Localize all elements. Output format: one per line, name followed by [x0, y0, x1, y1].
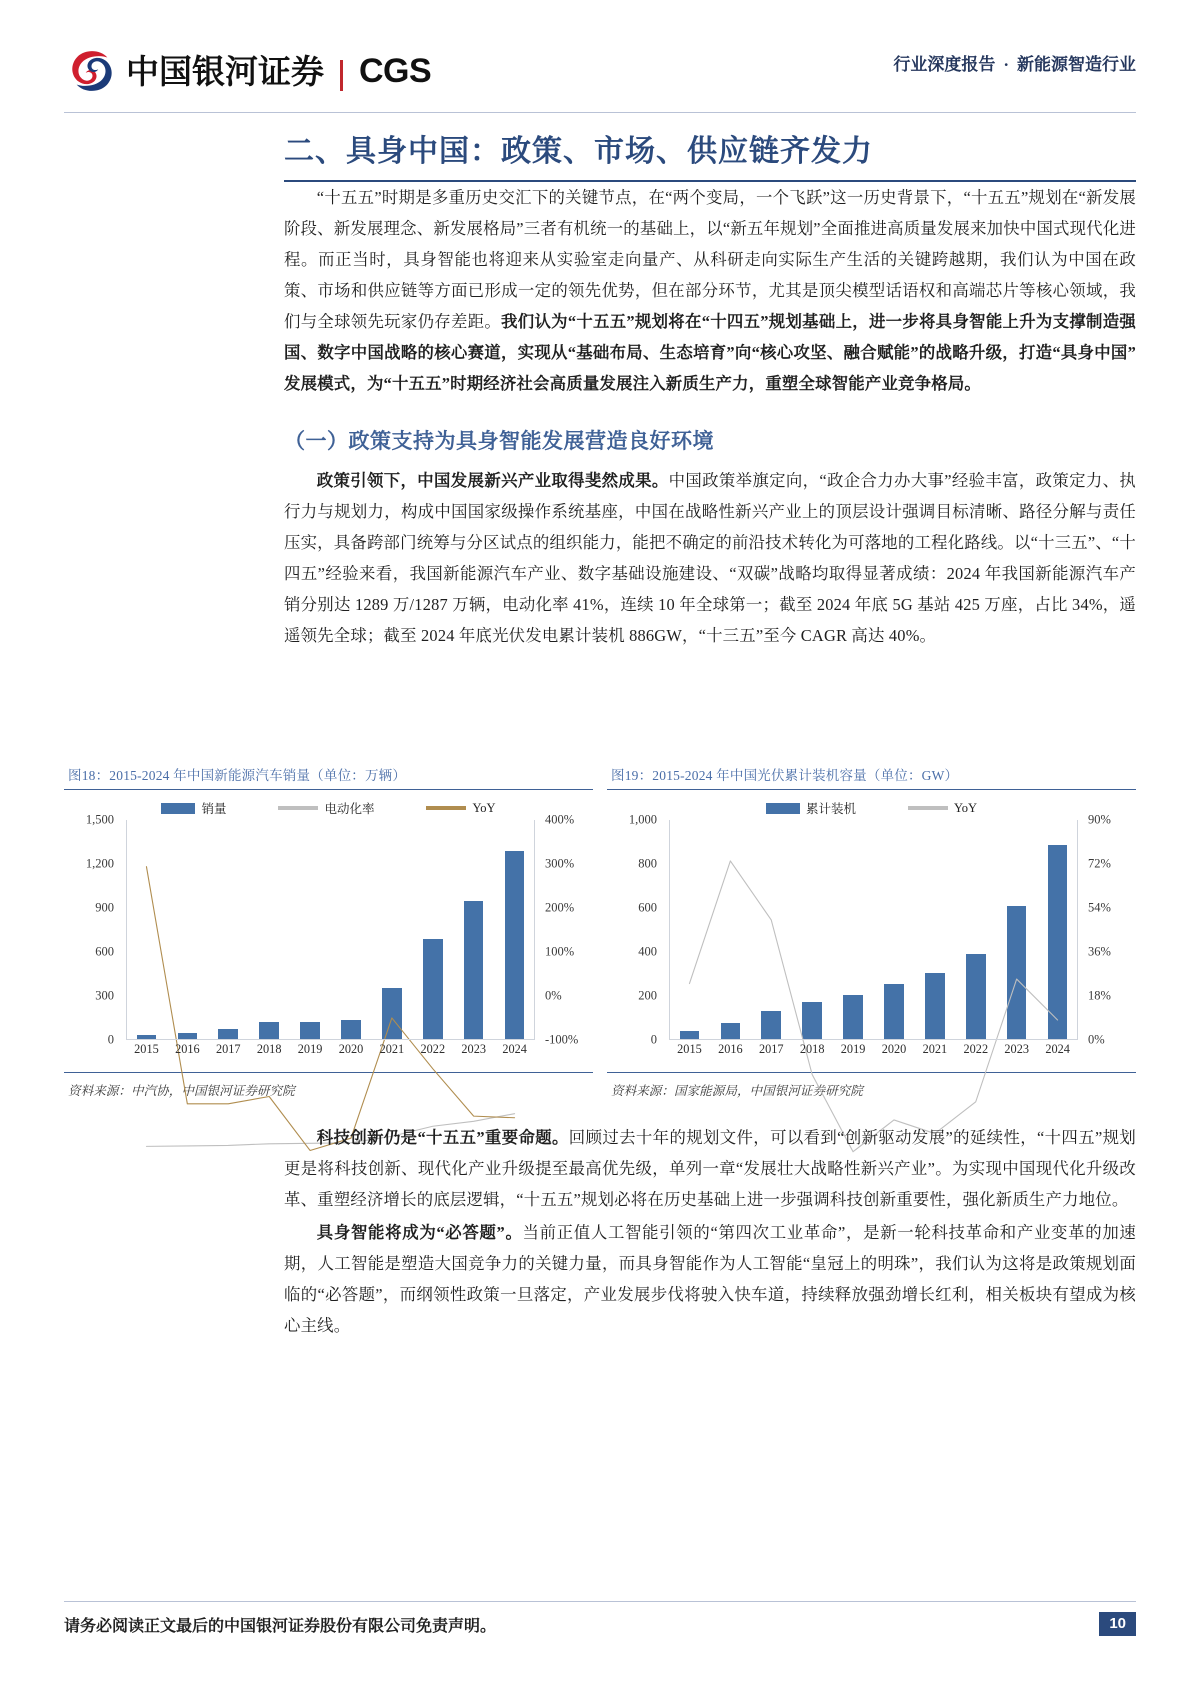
y-tick: 400: [638, 944, 657, 959]
x-tick-label: 2018: [799, 1042, 825, 1056]
legend-label-cumulative: 累计装机: [805, 802, 856, 816]
figure-18-y-axis-right: [537, 812, 593, 1047]
x-tick-label: 2022: [420, 1042, 446, 1056]
y-tick: 1,000: [628, 812, 657, 827]
page-footer: [64, 1612, 1136, 1636]
x-tick-label: 2024: [502, 1042, 527, 1056]
page-header: [0, 0, 1200, 118]
y-tick: 36%: [1088, 944, 1111, 959]
page-number-badge: 10: [1099, 1612, 1136, 1636]
figure-18-legend: [64, 798, 593, 818]
x-axis-line: [126, 1039, 535, 1040]
y-tick: 400%: [545, 812, 575, 827]
figure-19-x-axis: [669, 1042, 1078, 1064]
y-tick: 600: [638, 900, 657, 915]
x-tick-label: 2023: [461, 1042, 486, 1056]
figure-19-y-axis-right: [1080, 812, 1136, 1047]
policy-paragraph: [284, 465, 1136, 651]
figure-18-plot-area: [64, 796, 593, 1068]
legend-label-yoy: YoY: [472, 800, 496, 815]
x-tick-label: 2018: [256, 1042, 282, 1056]
main-content-bottom: [284, 1122, 1136, 1343]
figure-19-frame: [607, 789, 1136, 1073]
x-tick-label: 2015: [134, 1042, 159, 1056]
y-tick: 90%: [1088, 812, 1111, 827]
y-tick: 0: [650, 1032, 657, 1047]
innovation-paragraph: [284, 1122, 1136, 1215]
x-tick-label: 2019: [840, 1042, 866, 1056]
subsection-title: （一）政策支持为具身智能发展营造良好环境: [284, 429, 714, 453]
company-logo: [68, 46, 431, 96]
y-tick: 300: [95, 988, 114, 1003]
line-swatch-icon: [426, 806, 466, 810]
legend-item-sales: [161, 799, 226, 817]
x-tick-label: 2020: [338, 1042, 364, 1056]
y-tick: 72%: [1088, 856, 1111, 871]
header-separator: ·: [1003, 55, 1009, 74]
bar-swatch-icon: [766, 803, 800, 814]
x-tick-label: 2019: [297, 1042, 323, 1056]
embodied-ai-lead-bold: 具身智能将成为“必答题”。: [316, 1223, 523, 1242]
innovation-lead-bold: 科技创新仍是“十五五”重要命题。: [316, 1128, 569, 1147]
figure-19-title: 图19：2015-2024 年中国光伏累计装机容量（单位：GW）: [611, 768, 959, 783]
footer-divider: [64, 1601, 1136, 1602]
y-tick: 300%: [545, 856, 575, 871]
legend-label-ev-rate: 电动化率: [324, 802, 375, 816]
header-divider: [64, 112, 1136, 113]
figure-19-y-axis-left: [607, 812, 665, 1047]
figure-18-title: 图18：2015-2024 年中国新能源汽车销量（单位：万辆）: [68, 768, 407, 783]
x-axis-line: [669, 1039, 1078, 1040]
figure-18-source: 资料来源：中汽协，中国银河证券研究院: [68, 1084, 295, 1098]
y-tick: 54%: [1088, 900, 1111, 915]
y-tick: 0: [107, 1032, 114, 1047]
figure-19-legend: [607, 798, 1136, 818]
y-tick: 0%: [1088, 1032, 1105, 1047]
line-swatch-icon: [908, 806, 948, 810]
intro-text-normal: “十五五”时期是多重历史交汇下的关键节点，在“两个变局，一个飞跃”这一历史背景下，“十五五”规划在“新发展阶段、新发展理念、新发展格局”三者有机统一的基础上，以“新五年规划”全面推进高质量发展来加快中国式现代化进程。而正当时，具身智能也将迎来从实验室走向量产、从科研走向实际生产生活的关键跨越期，我们认为中国在政策、市场和供应链等方面已形成一定的领先优势，但在部分环节，尤其是顶尖模型话语权和高端芯片等核心领域，我们与全球领先玩家仍存差距。: [284, 188, 1136, 331]
figure-18-x-axis: [126, 1042, 535, 1064]
innovation-body-text: 回顾过去十年的规划文件，可以看到“创新驱动发展”的延续性，“十四五”规划更是将科技创新、现代化产业升级提至最高优先级，单列一章“发展壮大战略性新兴产业”。为实现中国现代化升级改革、重塑经济增长的底层逻辑，“十五五”规划必将在历史基础上进一步强调科技创新重要性，强化新质生产力地位。: [284, 1128, 1136, 1209]
figure-19-plot-area: [607, 796, 1136, 1068]
x-tick-label: 2020: [881, 1042, 907, 1056]
legend-item-yoy: [908, 801, 977, 816]
figure-19: [607, 764, 1136, 1099]
logo-divider: [340, 60, 343, 91]
intro-paragraph: [284, 182, 1136, 399]
bar-swatch-icon: [161, 803, 195, 814]
line-swatch-icon: [278, 806, 318, 810]
figure-18-y-axis-left: [64, 812, 122, 1047]
x-tick-label: 2023: [1004, 1042, 1029, 1056]
x-tick-label: 2017: [215, 1042, 241, 1056]
header-report-label: [893, 50, 1136, 75]
logo-chinese-name: 中国银河证券: [126, 52, 324, 90]
figure-18: [64, 764, 593, 1099]
figure-19-plot: [669, 820, 1078, 1040]
x-tick-label: 2021: [379, 1042, 405, 1056]
y-tick: -100%: [545, 1032, 579, 1047]
policy-body-text: 中国政策举旗定向，“政企合力办大事”经验丰富，政策定力、执行力与规划力，构成中国国家级操作系统基座，中国在战略性新兴产业上的顶层设计强调目标清晰、路径分解与责任压实，具备跨部门统筹与分区试点的组织能力，能把不确定的前沿技术转化为可落地的工程化路线。以“十三五”、“十四五”经验来看，我国新能源汽车产业、数字基础设施建设、“双碳”战略均取得显著成绩：2024 年我国新能源汽车产销分别达 1289 万/1287 万辆，电动化率 41%，连续 10 年全球第一；截至 2024 年底 5G 基站 425 万座，占比 34%，遥遥领先全球；截至 2024 年底光伏发电累计装机 886GW，“十三五”至今 CAGR 高达 40%。: [284, 471, 1136, 645]
legend-item-ev-rate: [278, 799, 374, 817]
y-tick: 900: [95, 900, 114, 915]
x-tick-label: 2016: [175, 1042, 200, 1056]
legend-label-sales: 销量: [201, 802, 227, 816]
y-tick: 200: [638, 988, 657, 1003]
y-tick: 800: [638, 856, 657, 871]
series-line: [689, 861, 1057, 1152]
section-title: 二、具身中国：政策、市场、供应链齐发力: [284, 126, 1136, 182]
x-tick-label: 2024: [1045, 1042, 1070, 1056]
policy-lead-bold: 政策引领下，中国发展新兴产业取得斐然成果。: [316, 471, 669, 490]
main-content-top: [284, 126, 1136, 653]
series-line: [146, 867, 514, 1151]
disclaimer-text: 请务必阅读正文最后的中国银河证券股份有限公司免责声明。: [64, 1617, 497, 1635]
embodied-ai-paragraph: [284, 1217, 1136, 1341]
logo-english-name: CGS: [359, 52, 432, 90]
galaxy-swirl-logo-icon: [68, 46, 116, 96]
legend-item-cumulative: [766, 799, 856, 817]
y-tick: 18%: [1088, 988, 1111, 1003]
x-tick-label: 2021: [922, 1042, 948, 1056]
figure-19-source: 资料来源：国家能源局，中国银河证券研究院: [611, 1084, 863, 1098]
x-tick-label: 2017: [758, 1042, 784, 1056]
legend-item-yoy: [426, 801, 495, 816]
legend-label-yoy: YoY: [953, 800, 978, 815]
y-tick: 100%: [545, 944, 575, 959]
y-tick: 600: [95, 944, 114, 959]
y-tick: 1,500: [85, 812, 114, 827]
y-tick: 200%: [545, 900, 575, 915]
x-tick-label: 2015: [677, 1042, 702, 1056]
x-tick-label: 2022: [963, 1042, 989, 1056]
industry-label: 新能源智造行业: [1017, 55, 1136, 74]
y-tick: 0%: [545, 988, 562, 1003]
intro-text-bold: 我们认为“十五五”规划将在“十四五”规划基础上，进一步将具身智能上升为支撑制造强国、数字中国战略的核心赛道，实现从“基础布局、生态培育”向“核心攻坚、融合赋能”的战略升级，打造“具身中国”发展模式，为“十五五”时期经济社会高质量发展注入新质生产力，重塑全球智能产业竞争格局。: [284, 312, 1136, 393]
report-type-label: 行业深度报告: [893, 55, 996, 74]
x-tick-label: 2016: [718, 1042, 743, 1056]
charts-row: [64, 764, 1136, 1099]
figure-18-plot: [126, 820, 535, 1040]
embodied-ai-body-text: 当前正值人工智能引领的“第四次工业革命”，是新一轮科技革命和产业变革的加速期，人工智能是塑造大国竞争力的关键力量，而具身智能作为人工智能“皇冠上的明珠”，我们认为这将是政策规划面临的“必答题”，而纲领性政策一旦落定，产业发展步伐将驶入快车道，持续释放强劲增长红利，相关板块有望成为核心主线。: [284, 1223, 1136, 1335]
y-tick: 1,200: [85, 856, 114, 871]
figure-18-frame: [64, 789, 593, 1073]
